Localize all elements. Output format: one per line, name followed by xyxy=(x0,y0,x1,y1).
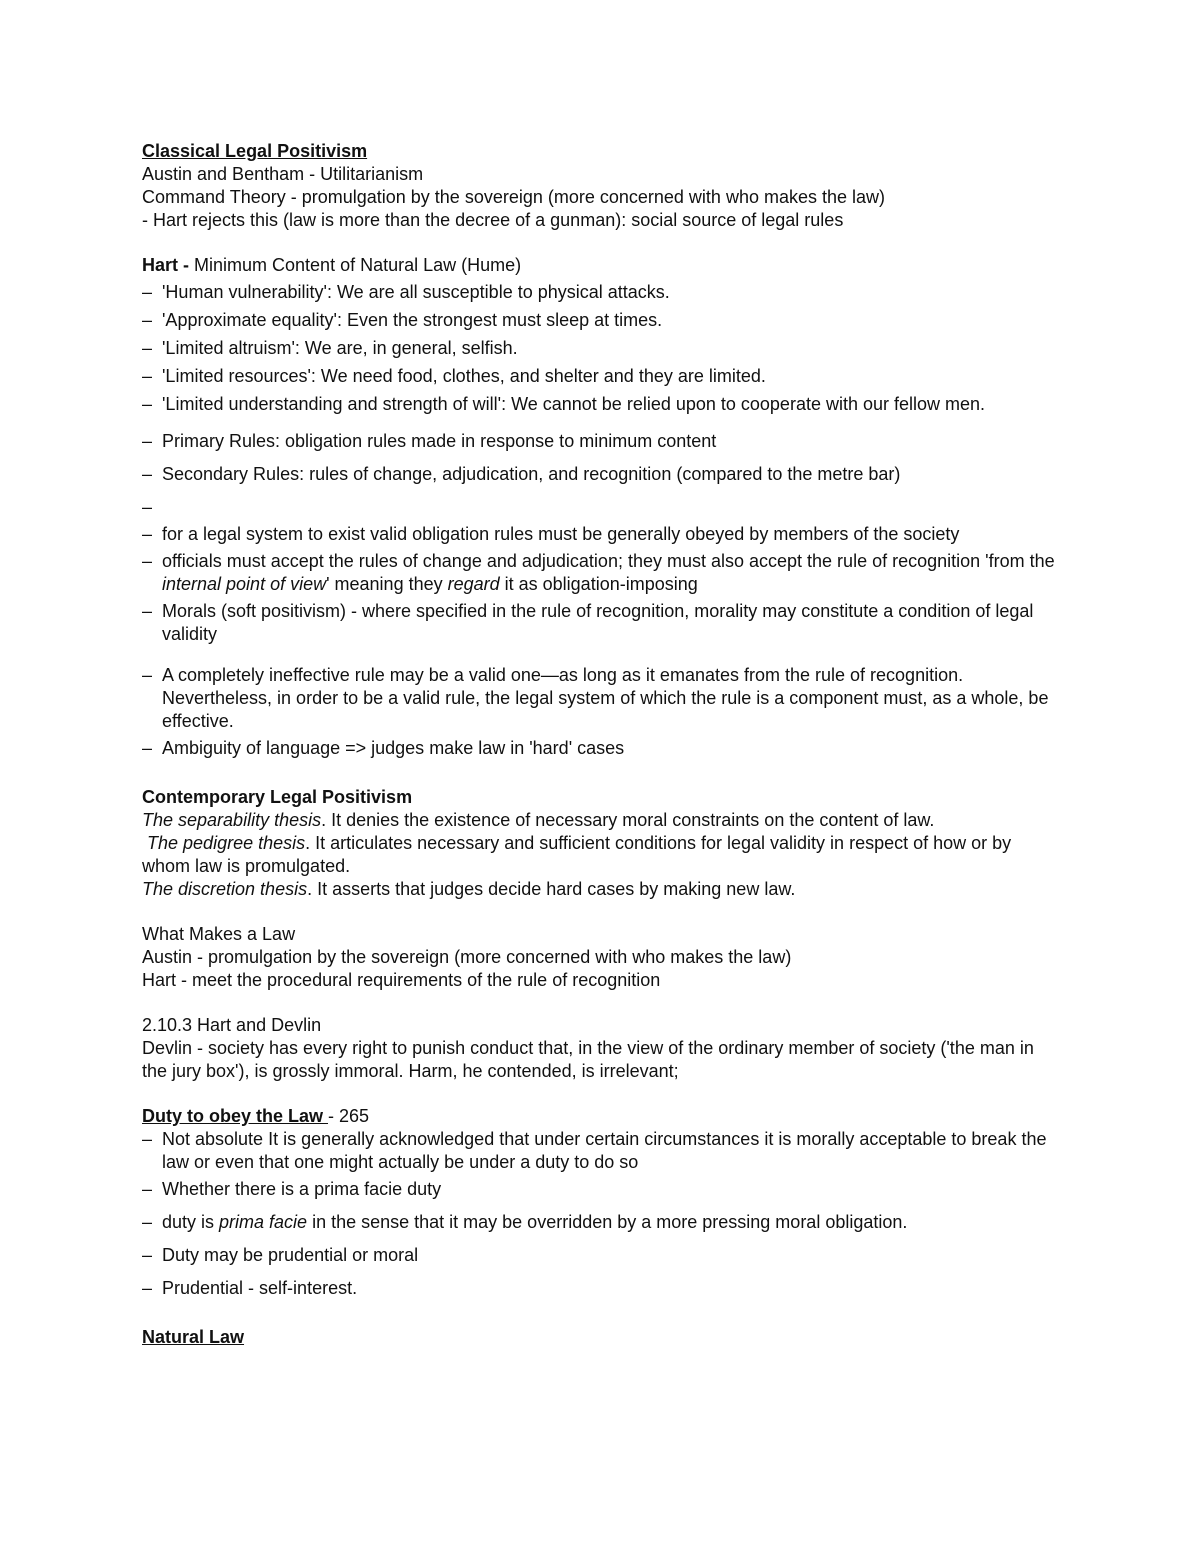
discretion-thesis xyxy=(142,878,1062,901)
text-span-italic: The separability thesis xyxy=(142,810,322,830)
list-item: – 'Limited resources': We need food, clothes, and shelter and they are limited. xyxy=(142,365,1062,388)
text-span: officials must accept the rules of change and adjudication; they must also accept the rule of recognition 'from the xyxy=(162,551,1055,571)
what-makes-a-law-title: What Makes a Law xyxy=(142,924,296,944)
heading-classical-legal-positivism: Classical Legal Positivism xyxy=(142,141,368,161)
hart-label: Hart - xyxy=(142,255,190,275)
devlin-text: Devlin - society has every right to punish conduct that, in the view of the ordinary member of society ('the man in the jury box'), is grossly immoral. Harm, he contended, is irrelevant; xyxy=(142,1038,1034,1081)
text-span-italic: The pedigree thesis xyxy=(142,833,306,853)
list-item-prima-facie xyxy=(142,1211,1062,1234)
list-item: – Prudential - self-interest. xyxy=(142,1277,1062,1300)
text-span: it as obligation-imposing xyxy=(499,574,698,594)
list-item: – Primary Rules: obligation rules made in response to minimum content xyxy=(142,430,1062,453)
list-item: – 'Approximate equality': Even the strongest must sleep at times. xyxy=(142,309,1062,332)
list-item: – 'Limited understanding and strength of will': We cannot be relied upon to cooperate with our fellow men. xyxy=(142,393,1062,416)
hart-minimum-content-title xyxy=(142,254,1062,277)
list-item: – Secondary Rules: rules of change, adjudication, and recognition (compared to the metre bar) xyxy=(142,463,1062,486)
text-span: . It asserts that judges decide hard cases by making new law. xyxy=(307,879,796,899)
list-item-officials xyxy=(142,550,1062,596)
text-span: . It denies the existence of necessary moral constraints on the content of law. xyxy=(321,810,935,830)
document-page xyxy=(142,140,1062,1349)
text-span-italic: internal point of view xyxy=(162,574,327,594)
duty-list xyxy=(142,1128,1062,1300)
list-item: – 'Human vulnerability': We are all susceptible to physical attacks. xyxy=(142,281,1062,304)
list-item: – Not absolute It is generally acknowledged that under certain circumstances it is morally acceptable to break the law or even that one might actually be under a duty to do so xyxy=(142,1128,1062,1174)
text-span: ' meaning they xyxy=(326,574,448,594)
hart-devlin-title: 2.10.3 Hart and Devlin xyxy=(142,1015,322,1035)
rules-list xyxy=(142,430,1062,760)
heading-natural-law: Natural Law xyxy=(142,1327,245,1347)
separability-thesis xyxy=(142,809,1062,832)
text-line: Austin - promulgation by the sovereign (more concerned with who makes the law) xyxy=(142,947,792,967)
duty-to-obey-title xyxy=(142,1105,1062,1128)
heading-duty-to-obey: Duty to obey the Law xyxy=(142,1106,329,1126)
list-item: – Ambiguity of language => judges make law in 'hard' cases xyxy=(142,737,1062,760)
text-span: . It articulates necessary and sufficient conditions for legal validity in respect of how or by whom law is promulgated. xyxy=(142,833,1017,876)
heading-contemporary-legal-positivism: Contemporary Legal Positivism xyxy=(142,787,413,807)
text-line: Austin and Bentham - Utilitarianism xyxy=(142,164,424,184)
hart-title: Minimum Content of Natural Law (Hume) xyxy=(189,255,522,275)
text-line: Command Theory - promulgation by the sovereign (more concerned with who makes the law) xyxy=(142,187,886,207)
list-item-empty xyxy=(142,496,1062,519)
text-span: - 265 xyxy=(328,1106,370,1126)
text-span-italic: prima facie xyxy=(219,1212,308,1232)
text-span: in the sense that it may be overridden by a more pressing moral obligation. xyxy=(307,1212,908,1232)
list-item-ineffective: – A completely ineffective rule may be a valid one—as long as it emanates from the rule of recognition. Nevertheless, in order to be a valid rule, the legal system of which the rule is a component must, as a whole, be effective. xyxy=(142,664,1062,733)
list-item-morals: – Morals (soft positivism) - where specified in the rule of recognition, morality may constitute a condition of legal validity xyxy=(142,600,1062,646)
list-item: – 'Limited altruism': We are, in general, selfish. xyxy=(142,337,1062,360)
text-span-italic: The discretion thesis xyxy=(142,879,308,899)
minimum-content-list xyxy=(142,281,1062,416)
list-item: – for a legal system to exist valid obligation rules must be generally obeyed by members of the society xyxy=(142,523,1062,546)
text-line: - Hart rejects this (law is more than the decree of a gunman): social source of legal rules xyxy=(142,210,844,230)
list-item: – Duty may be prudential or moral xyxy=(142,1244,1062,1267)
text-span: duty is xyxy=(162,1212,220,1232)
list-item: – Whether there is a prima facie duty xyxy=(142,1178,1062,1201)
text-line: Hart - meet the procedural requirements of the rule of recognition xyxy=(142,970,661,990)
pedigree-thesis xyxy=(142,832,1062,878)
text-span-italic: regard xyxy=(447,574,500,594)
